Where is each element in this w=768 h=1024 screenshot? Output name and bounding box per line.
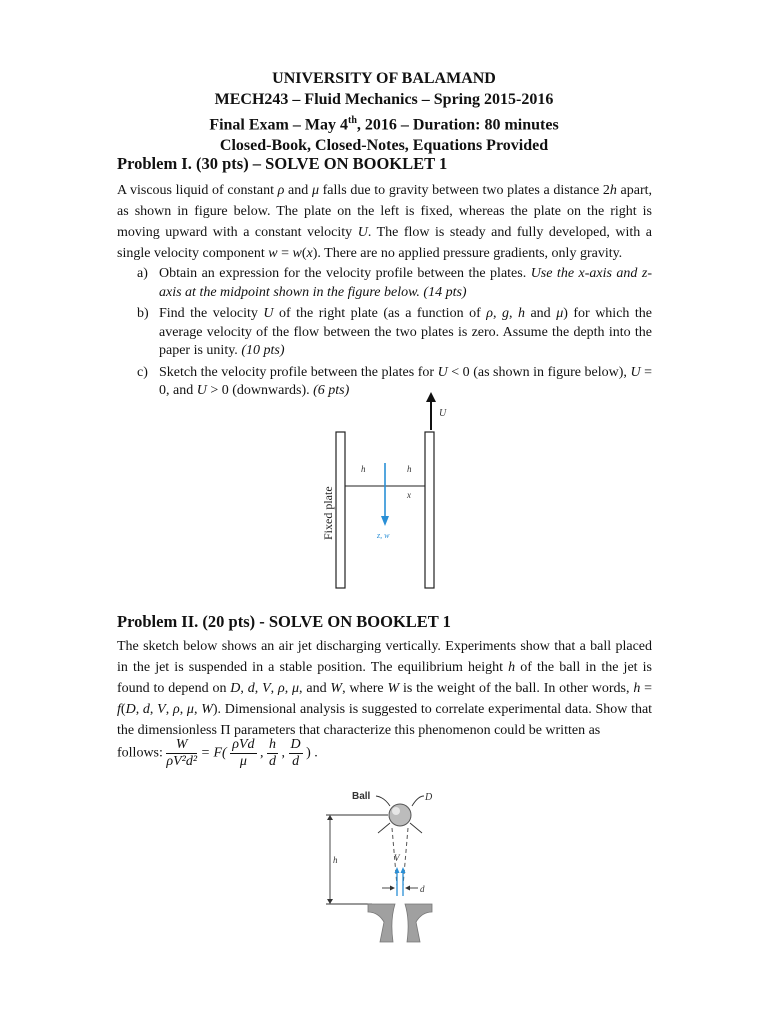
problem-1-statement: A viscous liquid of constant ρ and μ falls due to gravity between two plates a distance 2h apart, as shown in figure below. The plate on the left is fixed, whereas the plate on the right is moving upward with a constant velocity U. The flow is steady and fully developed, with a single velocity component w = w(x). There are no applied pressure gradients, only gravity. bbox=[117, 183, 653, 261]
plates-figure bbox=[300, 390, 470, 590]
label-fixed-plate: Fixed plate bbox=[321, 486, 335, 540]
label-d: d bbox=[420, 884, 425, 894]
z-axis-arrowhead bbox=[381, 516, 389, 526]
label-h-left: h bbox=[361, 464, 366, 474]
fraction-h-d: $\frac{h}{d}$ bbox=[269, 737, 277, 769]
problem-2-statement: The sketch below shows an air jet discharging vertically. Experiments show that a ball placed in the jet is suspended in a stable position. The equilibrium height h of the ball in the jet is found to depend on D, d, V, ρ, μ, and W, where W is the weight of the ball. In other words, h = f(D, d, V, ρ, μ, W). Dimensional analysis is suggested to correlate experimental data. Show that the dimensionless Π parameters that characterize this phenomenon could be written as bbox=[117, 639, 653, 738]
label-x: x bbox=[407, 490, 411, 500]
label-h-right: h bbox=[407, 464, 412, 474]
ball-leader bbox=[376, 796, 390, 806]
fraction-reynolds: $\frac{\text{ρVd}}{\mu}$ bbox=[232, 737, 255, 769]
velocity-U-arrowhead bbox=[426, 392, 436, 402]
label-ball: Ball bbox=[352, 791, 371, 802]
fixed-plate bbox=[336, 432, 345, 588]
label-U: U bbox=[439, 408, 447, 419]
ball-icon bbox=[389, 804, 411, 826]
course-title: MECH243 – Fluid Mechanics – Spring 2015-2016 bbox=[214, 91, 554, 108]
university-name: UNIVERSITY OF BALAMAND bbox=[272, 70, 496, 87]
fraction-D-d: $\frac{D}{d}$ bbox=[290, 737, 301, 769]
problem-2-title: Problem II. (20 pts) - SOLVE ON BOOKLET 1 bbox=[117, 612, 451, 631]
label-D: D bbox=[425, 792, 433, 803]
exam-header bbox=[0, 68, 768, 156]
fraction-W: $\frac{W}{\text{ρV²d²}}$ bbox=[166, 737, 198, 769]
nozzle-right bbox=[405, 904, 432, 942]
question-b: b) Find the velocity U of the right plate (as a function of ρ, g, h and μ) for which the average velocity of the flow between the two plates is zero. Assume the depth into the paper is unity. (10 pts) bbox=[137, 306, 653, 358]
label-V: V bbox=[394, 853, 400, 863]
pi-groups-formula: follows: $\frac{W}{\text{ρV²d²}}$ = F( $\frac{\text{ρVd}}{\mu}$ , $\frac{h}{d}$ , $\frac{D}{d}$ ) . bbox=[117, 737, 318, 769]
problem-1-questions bbox=[117, 265, 652, 404]
moving-plate bbox=[425, 432, 434, 588]
exam-date-line: Final Exam – May 4th, 2016 – Duration: 80 minutes bbox=[209, 115, 559, 134]
nozzle-left bbox=[368, 904, 395, 942]
question-a: a) Obtain an expression for the velocity profile between the plates. Use the x-axis and z-axis at the midpoint shown in the figure below. (14 pts) bbox=[137, 266, 652, 300]
D-leader bbox=[412, 796, 424, 806]
question-c: c) Sketch the velocity profile between the plates for U < 0 (as shown in figure below), U = 0, and U > 0 (downwards). (6 pts) bbox=[137, 364, 652, 398]
problem-1-title: Problem I. (30 pts) – SOLVE ON BOOKLET 1 bbox=[117, 154, 448, 173]
jet-edge-right bbox=[403, 828, 408, 886]
label-z-w: z, w bbox=[377, 531, 390, 540]
label-h: h bbox=[333, 855, 338, 865]
air-jet-figure bbox=[318, 786, 458, 946]
exam-rules: Closed-Book, Closed-Notes, Equations Provided bbox=[219, 137, 549, 155]
